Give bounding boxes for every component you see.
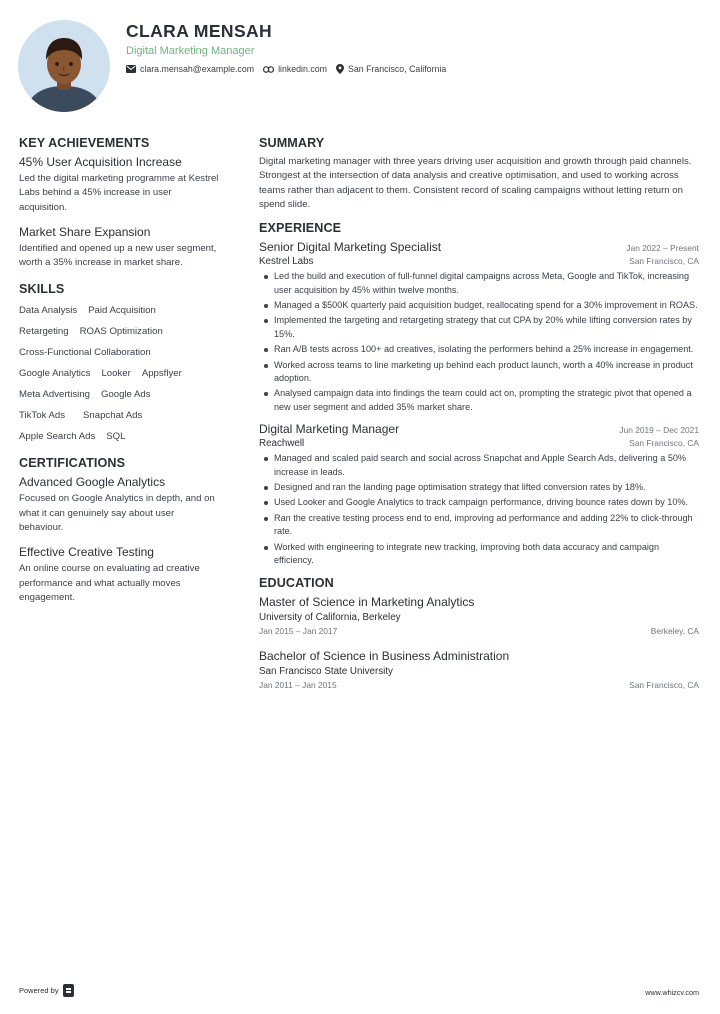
location-text: San Francisco, California <box>347 64 447 74</box>
achievement-title: Market Share Expansion <box>19 224 151 239</box>
job-entry <box>259 240 699 414</box>
skill-tag: Google Analytics <box>19 368 91 380</box>
education-location: San Francisco, CA <box>629 679 699 690</box>
skill-tag: Looker <box>101 368 131 380</box>
education-entry <box>259 649 699 690</box>
skill-tag: Google Ads <box>100 389 151 401</box>
job-bullet: Analysed campaign data into findings the team could act on, prompting the strategic pivot that opened a new user segment and added 35% market share. <box>261 387 699 414</box>
mail-icon <box>126 65 136 73</box>
certification-item <box>19 545 219 605</box>
skill-tag: TikTok Ads <box>19 410 66 422</box>
skill-tag: Apple Search Ads <box>19 431 96 443</box>
skills-heading: SKILLS <box>19 282 65 297</box>
degree-title: Bachelor of Science in Business Administration <box>259 648 510 663</box>
job-bullet: Ran the creative testing process end to end, improving ad performance and adding 22% to click-through rate. <box>261 512 699 539</box>
job-bullet: Ran A/B tests across 100+ ad creatives, isolating the performers behind a 25% increase in engagement. <box>261 343 699 356</box>
skill-tag: Retargeting <box>19 326 69 338</box>
powered-by[interactable] <box>19 984 74 997</box>
job-bullets <box>261 270 699 414</box>
job-bullet: Used Looker and Google Analytics to track campaign performance, driving bounce rates down by 10%. <box>261 496 699 509</box>
education-heading: EDUCATION <box>259 575 334 590</box>
skill-tag: Snapchat Ads <box>83 410 143 422</box>
job-bullets <box>261 452 699 567</box>
contact-location <box>336 64 446 74</box>
school-name: University of California, Berkeley <box>259 611 401 623</box>
link-icon <box>263 66 274 73</box>
brand-logo-icon <box>63 984 74 997</box>
job-company: Reachwell <box>259 438 305 450</box>
certification-title: Effective Creative Testing <box>19 545 154 560</box>
job-title: Senior Digital Marketing Specialist <box>259 240 442 255</box>
job-location: San Francisco, CA <box>629 438 699 449</box>
education-dates: Jan 2011 – Jan 2015 <box>259 679 337 690</box>
job-bullet: Worked with engineering to integrate new tracking, improving both data accuracy and campaign efficiency. <box>261 541 699 568</box>
job-bullet: Designed and ran the landing page optimisation strategy that lifted conversion rates by 18%. <box>261 481 699 494</box>
email-text: clara.mensah@example.com <box>140 64 255 74</box>
skill-tag: ROAS Optimization <box>79 326 163 338</box>
experience-heading: EXPERIENCE <box>259 221 342 236</box>
person-illustration <box>18 20 110 112</box>
skill-tag: Meta Advertising <box>19 389 90 401</box>
right-column <box>259 136 699 703</box>
achievement-desc: Identified and opened up a new user segment, worth a 35% increase in market share. <box>19 242 217 269</box>
job-dates: Jun 2019 – Dec 2021 <box>619 425 699 436</box>
certification-title: Advanced Google Analytics <box>19 475 166 490</box>
school-name: San Francisco State University <box>259 665 393 677</box>
contact-row <box>126 64 455 74</box>
powered-by-text: Powered by <box>19 986 59 995</box>
achievement-title: 45% User Acquisition Increase <box>19 155 182 169</box>
candidate-role: Digital Marketing Manager <box>126 45 255 57</box>
certification-desc: Focused on Google Analytics in depth, and on what it can genuinely say about user behaviour. <box>19 493 215 534</box>
job-title: Digital Marketing Manager <box>259 422 400 437</box>
degree-title: Master of Science in Marketing Analytics <box>259 594 475 609</box>
skill-tag: Cross-Functional Collaboration <box>19 347 151 359</box>
achievement-item <box>19 225 219 271</box>
certifications-heading: CERTIFICATIONS <box>19 456 126 471</box>
contact-linkedin[interactable] <box>263 64 327 74</box>
job-bullet: Implemented the targeting and retargeting strategy that cut CPA by 20% while lifting conversion rates by 15%. <box>261 314 699 341</box>
achievement-item <box>19 155 219 215</box>
job-bullet: Worked across teams to line marketing up behind each product launch, worth a 40% increase in product adoption. <box>261 359 699 386</box>
summary-text: Digital marketing manager with three years driving user acquisition and growth through paid channels. Strongest at the intersection of data analysis and creative optimisation, and used to working across teams rather than adjacent to them. Consistent record of scaling campaigns without letting return on spend slide. <box>259 156 692 210</box>
job-location: San Francisco, CA <box>629 256 699 267</box>
skill-tag: Data Analysis <box>19 305 78 317</box>
certification-item <box>19 475 219 535</box>
education-entry <box>259 595 699 636</box>
left-column <box>19 136 219 615</box>
avatar <box>18 20 110 112</box>
skill-tag: SQL <box>106 431 126 443</box>
resume-header <box>18 18 702 114</box>
education-location: Berkeley, CA <box>650 625 699 636</box>
job-company: Kestrel Labs <box>259 256 314 268</box>
achievement-desc: Led the digital marketing programme at Kestrel Labs behind a 45% increase in user acquisition. <box>19 173 219 213</box>
candidate-name: CLARA MENSAH <box>126 21 273 41</box>
certification-desc: An online course on evaluating ad creative performance and what actually moves engagement. <box>19 563 200 603</box>
job-bullet: Managed a $500K quarterly paid acquisition budget, reallocating spend for a 30% improvement in ROAS. <box>261 299 699 312</box>
achievements-heading: KEY ACHIEVEMENTS <box>19 136 150 150</box>
job-bullet: Led the build and execution of full-funnel digital campaigns across Meta, Google and TikTok, increasing user acquisition by 45% within twelve months. <box>261 270 699 297</box>
skill-tag: Paid Acquisition <box>88 305 156 317</box>
skill-tag: Appsflyer <box>141 368 182 380</box>
footer-site-link[interactable]: www.whizcv.com <box>645 988 699 997</box>
summary-heading: SUMMARY <box>259 136 325 150</box>
skills-list <box>19 301 215 448</box>
contact-email[interactable] <box>126 64 254 74</box>
job-dates: Jan 2022 – Present <box>626 243 699 254</box>
location-pin-icon <box>336 64 344 74</box>
job-entry <box>259 422 699 567</box>
education-dates: Jan 2015 – Jan 2017 <box>259 625 338 636</box>
job-bullet: Managed and scaled paid search and social across Snapchat and Apple Search Ads, delivering a 50% increase in leads. <box>261 452 699 479</box>
linkedin-text: linkedin.com <box>278 64 327 74</box>
